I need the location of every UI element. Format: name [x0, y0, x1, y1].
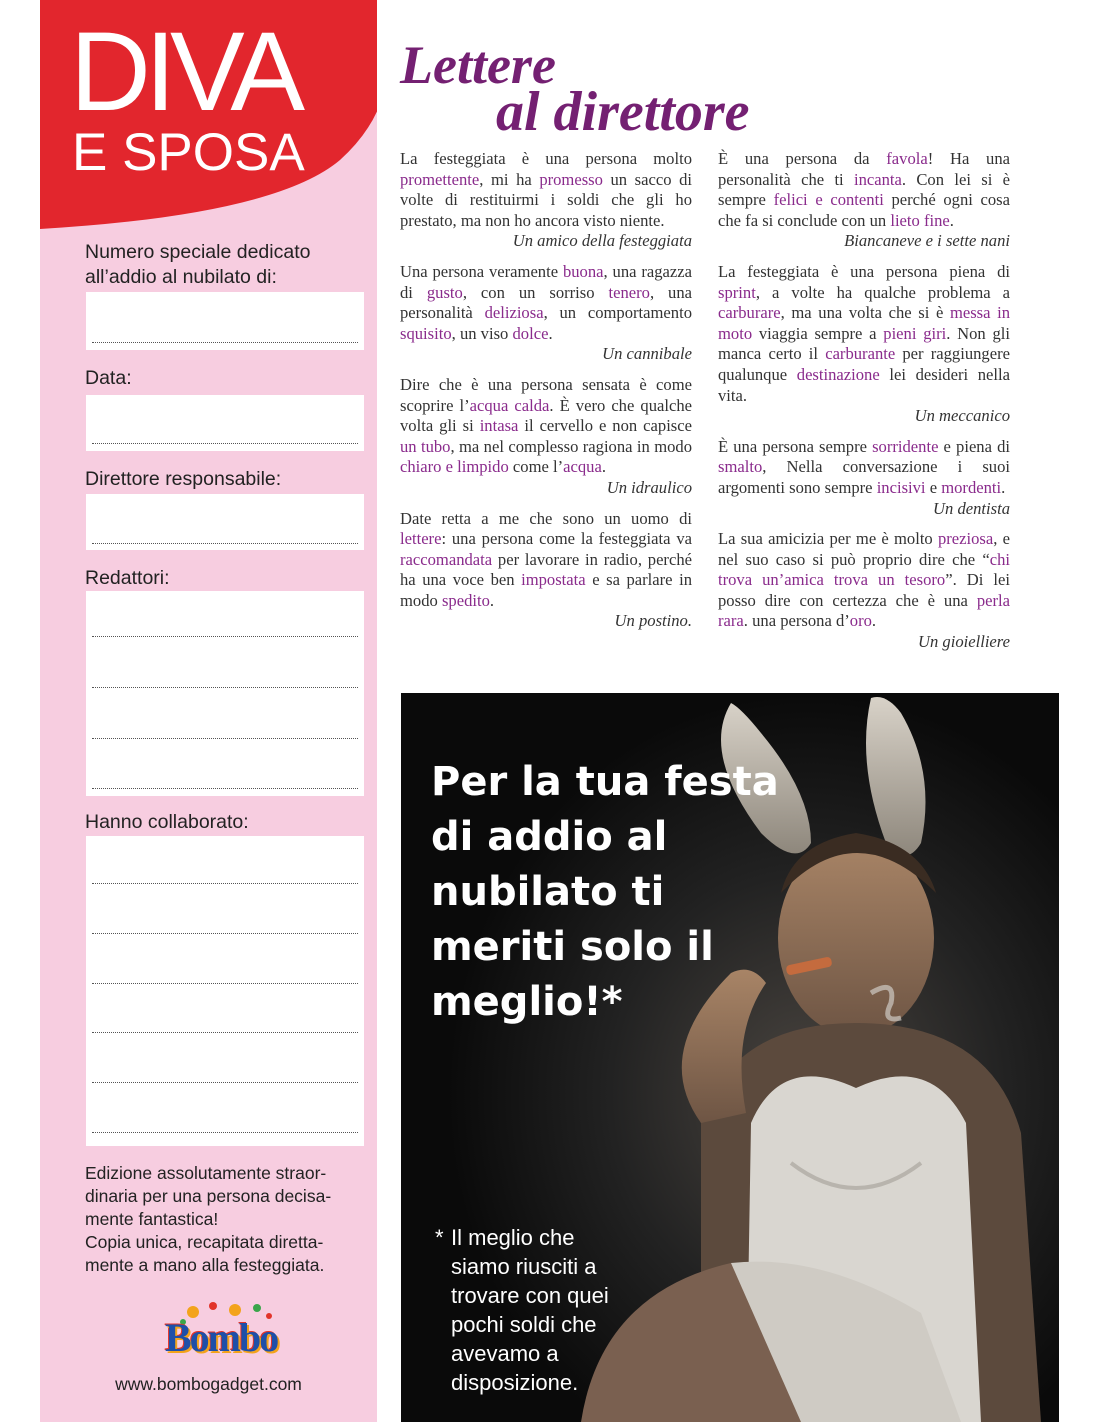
letter-text: , ma una volta che si è: [780, 303, 950, 323]
highlighted-word: spedito: [441, 590, 490, 610]
contributors-field[interactable]: [86, 836, 364, 1146]
letter: [718, 262, 1010, 427]
letter-text: e sa parlare in modo: [400, 570, 692, 610]
sidebar: [40, 0, 377, 1422]
letter-text: Una persona veramente: [400, 261, 563, 281]
highlighted-word: promesso: [539, 169, 603, 189]
highlighted-word: squisito: [400, 323, 452, 343]
highlighted-word: chiaro e limpido: [400, 457, 509, 477]
date-label: Data:: [85, 367, 132, 389]
letter-body: [400, 375, 692, 478]
letter-text: Dire che è una persona sensata è come scoprire l’: [400, 374, 692, 415]
letter-signature: Un meccanico: [914, 406, 1010, 426]
edition-note-line2: Copia unica, recapitata direttamente a mano alla festeggiata.: [85, 1232, 325, 1275]
letter-text: , mi ha: [479, 169, 540, 189]
letter: [400, 149, 692, 252]
highlighted-word: acqua: [563, 457, 602, 477]
highlighted-word: acqua calda: [469, 395, 550, 415]
highlighted-word: incanta: [853, 169, 902, 189]
letter-text: La sua amicizia per me è molto: [718, 529, 938, 549]
date-field[interactable]: [86, 395, 364, 451]
letter-text: ”. Di lei posso dire con certezza che è una: [718, 570, 1010, 610]
letter-text: .: [1001, 477, 1006, 497]
letter: [718, 529, 1010, 653]
edition-note-line1: Edizione assolutamente straordinaria per una persona decisamente fantastica!: [85, 1163, 332, 1229]
letter-text: , una ragazza di: [400, 261, 692, 302]
letter-signature: Un amico della festeggiata: [512, 231, 692, 251]
ad-headline: Per la tua festa di addio al nubilato ti meriti solo il meglio!*: [431, 759, 779, 1025]
letter: [400, 375, 692, 499]
letter-text: È una persona da: [718, 149, 887, 168]
contributors-label: Hanno collaborato:: [85, 811, 249, 833]
advertisement: [401, 693, 1059, 1422]
letter-text: .: [871, 611, 877, 631]
letter-signature: Un dentista: [933, 498, 1010, 518]
highlighted-word: perla rara: [718, 590, 1010, 631]
highlighted-word: intasa: [479, 416, 519, 436]
letter-text: per lavorare in radio, perché ha una voce ben: [400, 549, 692, 590]
highlighted-word: favola: [886, 149, 928, 168]
highlighted-word: messa in moto: [718, 303, 1011, 343]
highlighted-word: buona: [562, 261, 604, 281]
highlighted-word: felici e contenti: [773, 190, 884, 210]
letter-text: come l’: [508, 457, 564, 477]
letter-text: . una persona d’: [743, 611, 850, 631]
letter-text: Date retta a me che sono un uomo di: [400, 508, 692, 528]
letter: [400, 262, 692, 365]
highlighted-word: smalto: [718, 457, 763, 477]
letter-text: , Nella conversazione i suoi argomenti sono sempre: [718, 457, 1010, 497]
highlighted-word: carburare: [718, 303, 781, 323]
letter-text: La festeggiata è una persona piena di: [718, 261, 1010, 281]
letter-text: perché ogni cosa che fa si conclude con un: [718, 190, 1010, 230]
letter-signature: Un cannibale: [602, 344, 692, 364]
letter-text: .: [489, 590, 495, 610]
highlighted-word: incisivi: [876, 477, 926, 497]
highlighted-word: pieni giri: [883, 323, 947, 343]
letter-text: ! Ha una personalità che ti: [718, 149, 1010, 189]
letters-column-right: [718, 149, 1010, 663]
letter-signature: Biancaneve e i sette nani: [844, 231, 1010, 251]
highlighted-word: lettere: [400, 529, 442, 549]
letter-text: La festeggiata è una persona molto: [400, 149, 692, 168]
letter-body: [718, 529, 1010, 632]
highlighted-word: sorridente: [872, 436, 939, 456]
letter-text: e: [925, 477, 942, 497]
director-label: Direttore responsabile:: [85, 468, 282, 490]
masthead-subtitle: E SPOSA: [72, 123, 305, 182]
highlighted-word: preziosa: [937, 529, 994, 549]
highlighted-word: tenero: [608, 282, 650, 302]
ad-footnote: [435, 1223, 635, 1397]
bombo-logo: [165, 1300, 285, 1360]
letter-body: [718, 437, 1010, 499]
dedication-field[interactable]: [86, 292, 364, 350]
letter-text: , con un sorriso: [462, 282, 609, 302]
letter-body: [400, 149, 692, 231]
letter-text: , ma nel complesso ragiona in modo: [450, 436, 692, 456]
highlighted-word: dolce: [512, 323, 549, 343]
letter-text: : una persona come la festeggiata va: [441, 529, 692, 549]
website-link[interactable]: www.bombogadget.com: [115, 1374, 302, 1394]
letter-text: , un comportamento: [543, 303, 692, 323]
letter-text: e piena di: [938, 436, 1010, 456]
letter-text: il cervello e non capisce: [518, 416, 692, 436]
highlighted-word: oro: [849, 611, 872, 631]
letter-text: . Non gli manca certo il: [718, 323, 1010, 364]
letter: [400, 509, 692, 633]
letter-text: per raggiungere qualunque: [718, 344, 1010, 384]
highlighted-word: carburante: [825, 344, 896, 364]
letter-signature: Un idraulico: [606, 477, 692, 497]
highlighted-word: gusto: [426, 282, 463, 302]
edition-note: [85, 1162, 360, 1277]
letter-text: . È vero che qualche volta gli si: [400, 395, 692, 436]
editors-field[interactable]: [86, 591, 364, 796]
director-field[interactable]: [86, 494, 364, 550]
ad-footnote-text: Il meglio che siamo riusciti a trovare con quei pochi soldi che avevamo a disposizione.: [451, 1225, 609, 1395]
letter-text: , a volte ha qualche problema a: [755, 282, 1010, 302]
letter-signature: Un postino.: [614, 611, 692, 631]
section-title-line2: al direttore: [496, 81, 750, 143]
bombo-logo-text: Bombo: [165, 1315, 278, 1360]
highlighted-word: sprint: [718, 282, 756, 302]
letter-signature: Un gioielliere: [917, 632, 1010, 652]
letter-text: un sacco di volte di restituirmi i soldi che gli ho prestato, ma non ho ancora visto niente.: [400, 169, 692, 230]
letter-text: lei desideri nella vita.: [718, 364, 1010, 405]
letter-text: .: [548, 323, 553, 343]
letter: [718, 149, 1010, 252]
letter-text: , e nel suo caso si può proprio dire che “: [718, 529, 1010, 569]
highlighted-word: destinazione: [796, 364, 880, 384]
section-title-line1: Lettere: [400, 35, 556, 95]
editors-label: Redattori:: [85, 567, 170, 589]
letter-body: [400, 509, 692, 612]
letter-body: [400, 262, 692, 344]
letter-body: [718, 262, 1010, 406]
highlighted-word: promettente: [400, 169, 480, 189]
highlighted-word: chi trova un’amica trova un tesoro: [718, 549, 1010, 590]
highlighted-word: mordenti: [941, 477, 1002, 497]
highlighted-word: lieto fine: [890, 210, 950, 230]
dedication-label: Numero speciale dedicato all’addio al nubilato di:: [85, 241, 311, 288]
highlighted-word: raccomandata: [400, 549, 493, 569]
letter-text: . Con lei si è sempre: [718, 169, 1010, 210]
masthead-title: DIVA: [70, 9, 300, 134]
letter-text: .: [949, 210, 954, 230]
letter: [718, 437, 1010, 519]
highlighted-word: impostata: [521, 570, 586, 590]
letters-column-left: [400, 149, 692, 642]
letter-text: , un viso: [451, 323, 513, 343]
letter-text: È una persona sempre: [718, 436, 873, 456]
letter-body: [718, 149, 1010, 231]
ad-footnote-marker: *: [435, 1225, 444, 1250]
letter-text: .: [601, 457, 606, 477]
letter-text: viaggia sempre a: [752, 323, 884, 343]
highlighted-word: deliziosa: [484, 303, 544, 323]
letter-text: , una personalità: [400, 282, 693, 323]
highlighted-word: un tubo: [400, 436, 451, 456]
